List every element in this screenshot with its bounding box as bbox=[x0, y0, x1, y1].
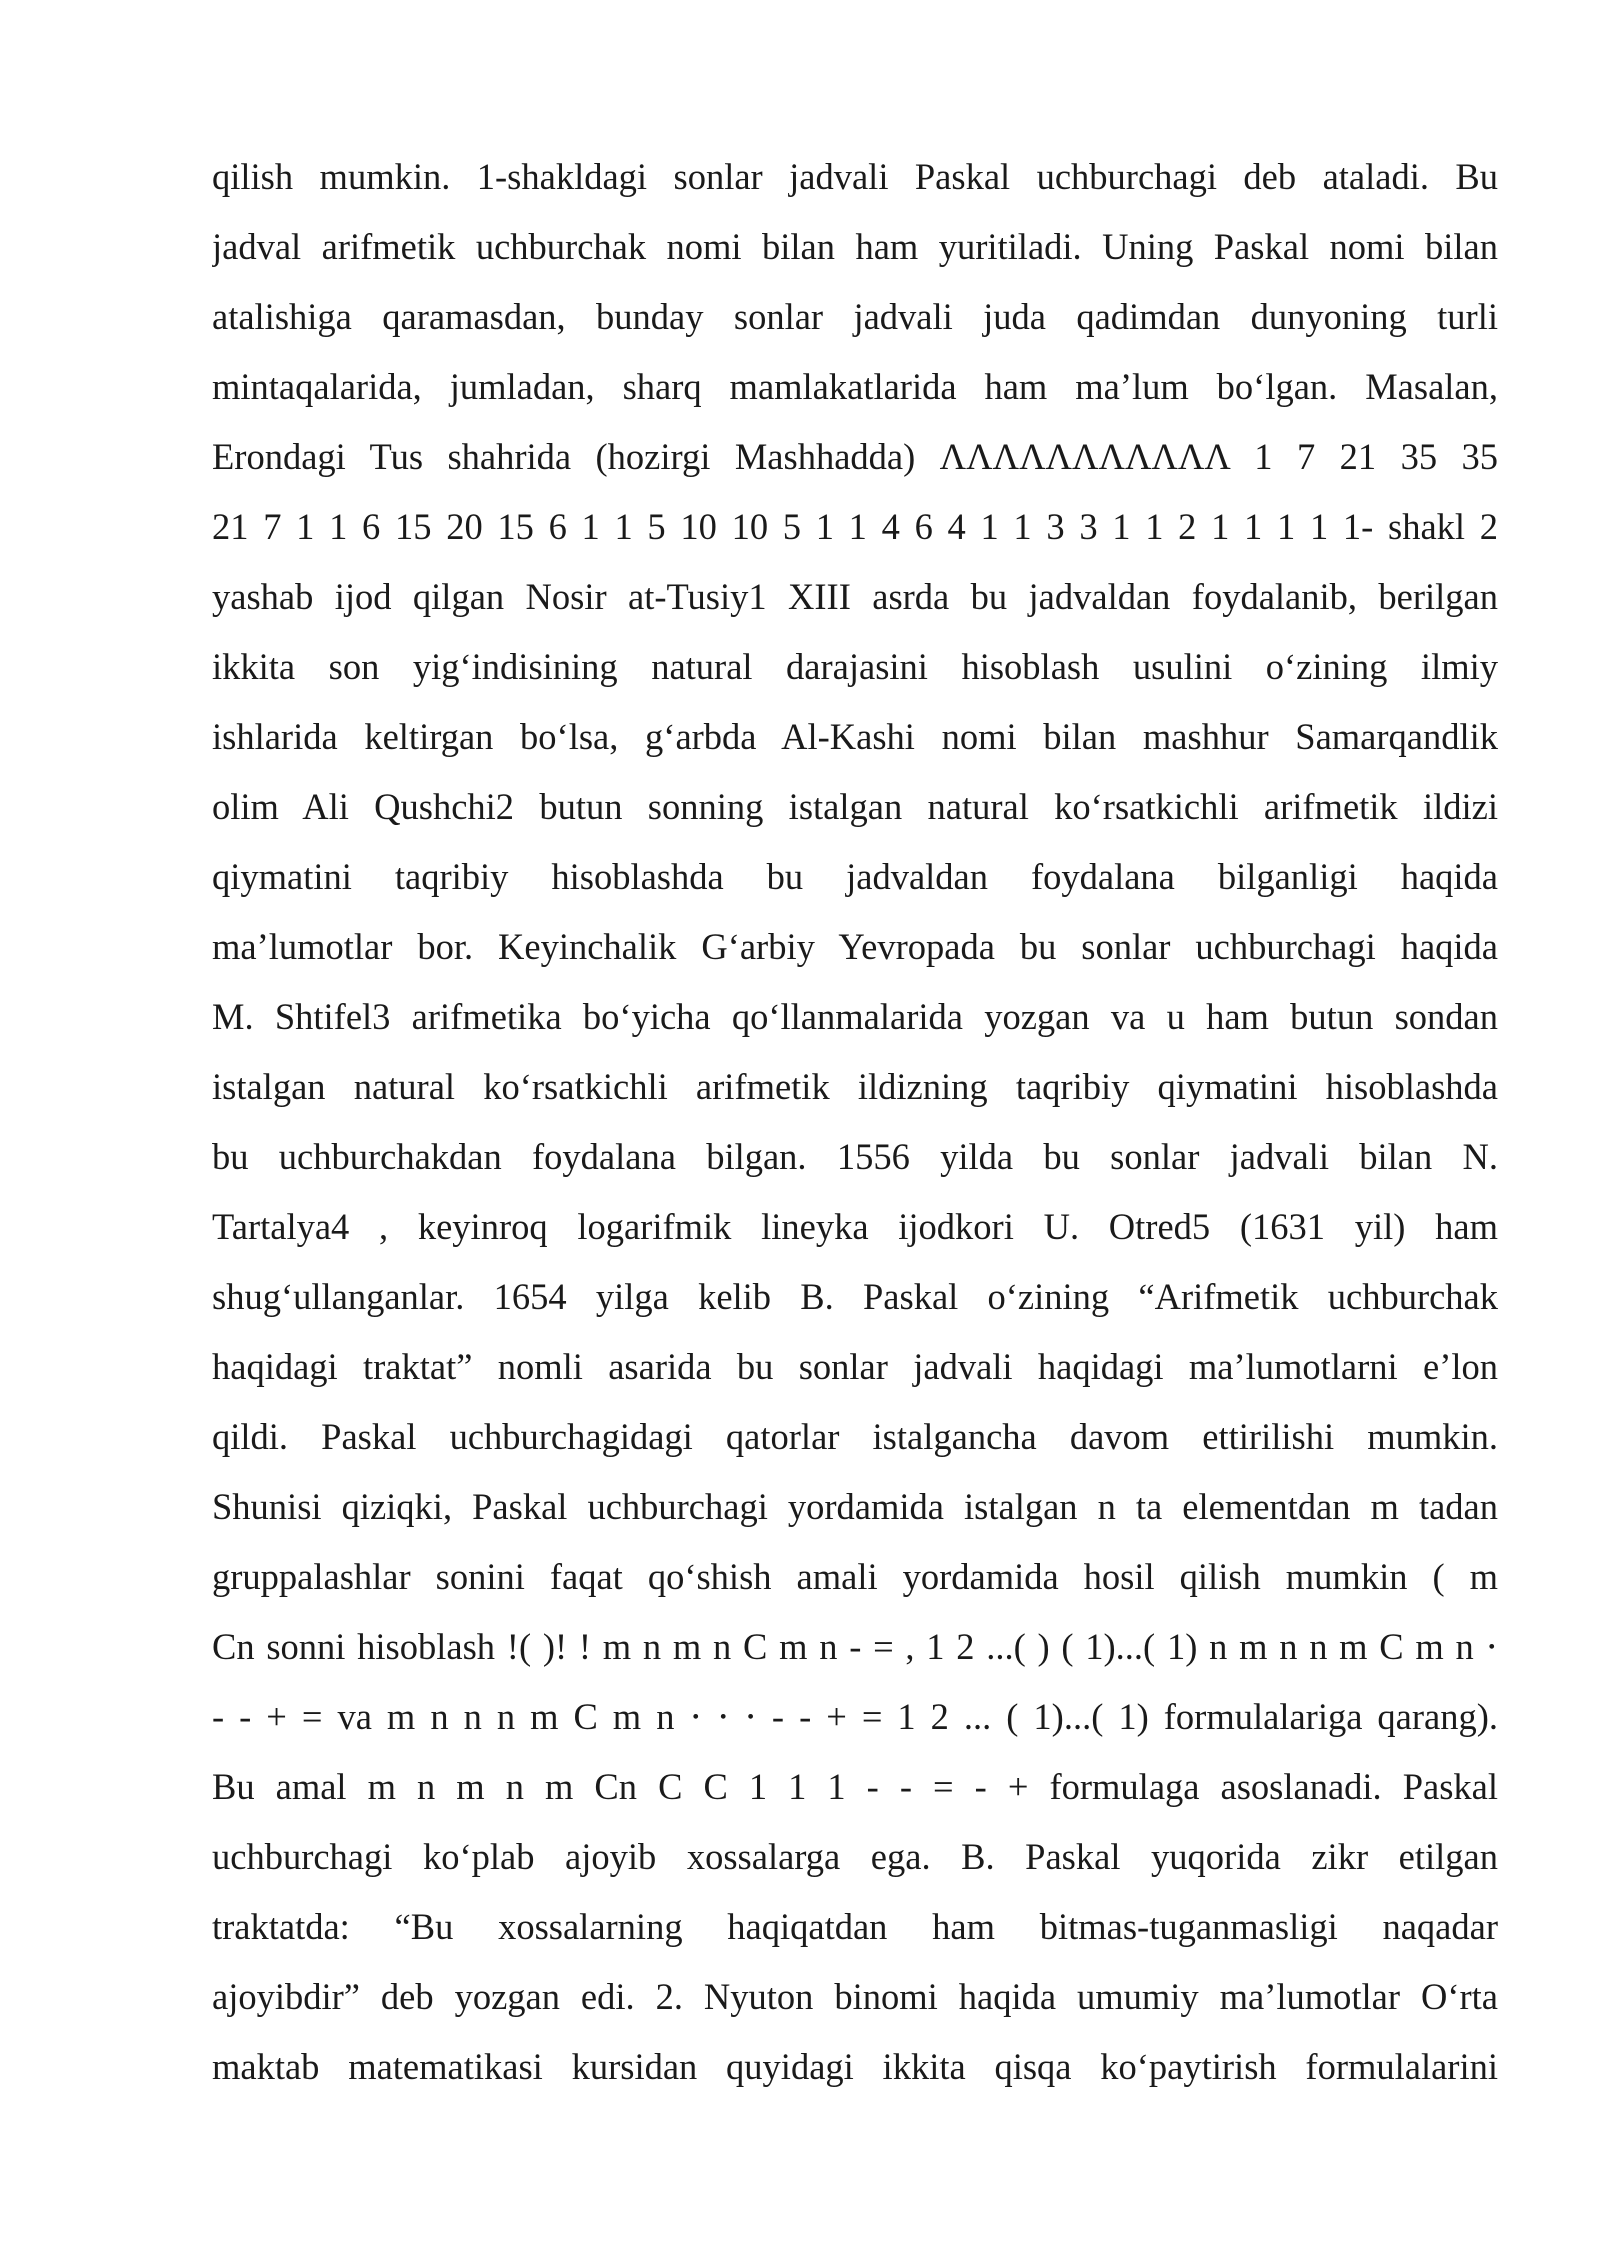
text-line: ma’lumotlar bor. Keyinchalik G‘arbiy Yevropada bu sonlar uchburchagi haqida bbox=[212, 926, 1498, 967]
text-line: Erondagi Tus shahrida (hozirgi Mashhadda) ΛΛΛΛΛΛΛΛΛΛΛ 1 7 21 35 35 bbox=[212, 436, 1498, 477]
text-line: M. Shtifel3 arifmetika bo‘yicha qo‘llanmalarida yozgan va u ham butun sondan bbox=[212, 996, 1498, 1037]
text-line: ajoyibdir” deb yozgan edi. 2. Nyuton binomi haqida umumiy ma’lumotlar O‘rta bbox=[212, 1976, 1498, 2017]
text-line: Cn sonni hisoblash !( )! ! m n m n C m n - = , 1 2 ...( ) ( 1)...( 1) n m n n m C m n ⋅ bbox=[212, 1626, 1498, 1667]
text-line: istalgan natural ko‘rsatkichli arifmetik ildizning taqribiy qiymatini hisoblashda bbox=[212, 1066, 1498, 1107]
text-line: ishlarida keltirgan bo‘lsa, g‘arbda Al-Kashi nomi bilan mashhur Samarqandlik bbox=[212, 716, 1498, 757]
text-line: uchburchagi ko‘plab ajoyib xossalarga ega. B. Paskal yuqorida zikr etilgan bbox=[212, 1836, 1498, 1877]
text-line: Tartalya4 , keyinroq logarifmik lineyka ijodkori U. Otred5 (1631 yil) ham bbox=[212, 1206, 1498, 1247]
text-line: jadval arifmetik uchburchak nomi bilan ham yuritiladi. Uning Paskal nomi bilan bbox=[212, 226, 1498, 267]
text-line: qilish mumkin. 1-shakldagi sonlar jadvali Paskal uchburchagi deb ataladi. Bu bbox=[212, 156, 1498, 197]
text-line: bu uchburchakdan foydalana bilgan. 1556 yilda bu sonlar jadvali bilan N. bbox=[212, 1136, 1498, 1177]
text-line: qildi. Paskal uchburchagidagi qatorlar istalgancha davom ettirilishi mumkin. bbox=[212, 1416, 1498, 1457]
text-line: Bu amal m n m n m Cn C C 1 1 1 - - = - + formulaga asoslanadi. Paskal bbox=[212, 1766, 1498, 1807]
text-line: atalishiga qaramasdan, bunday sonlar jadvali juda qadimdan dunyoning turli bbox=[212, 296, 1498, 337]
body-text bbox=[212, 142, 1498, 2102]
text-line: haqidagi traktat” nomli asarida bu sonlar jadvali haqidagi ma’lumotlarni e’lon bbox=[212, 1346, 1498, 1387]
text-line: shug‘ullanganlar. 1654 yilga kelib B. Paskal o‘zining “Arifmetik uchburchak bbox=[212, 1276, 1498, 1317]
text-line: olim Ali Qushchi2 butun sonning istalgan natural ko‘rsatkichli arifmetik ildizi bbox=[212, 786, 1498, 827]
text-line: maktab matematikasi kursidan quyidagi ikkita qisqa ko‘paytirish formulalarini bbox=[212, 2046, 1498, 2087]
text-line: qiymatini taqribiy hisoblashda bu jadvaldan foydalana bilganligi haqida bbox=[212, 856, 1498, 897]
text-line: yashab ijod qilgan Nosir at-Tusiy1 XIII asrda bu jadvaldan foydalanib, berilgan bbox=[212, 576, 1498, 617]
text-line: traktatda: “Bu xossalarning haqiqatdan ham bitmas-tuganmasligi naqadar bbox=[212, 1906, 1498, 1947]
text-line: ikkita son yig‘indisining natural darajasini hisoblash usulini o‘zining ilmiy bbox=[212, 646, 1498, 687]
text-line: Shunisi qiziqki, Paskal uchburchagi yordamida istalgan n ta elementdan m tadan bbox=[212, 1486, 1498, 1527]
text-line: gruppalashlar sonini faqat qo‘shish amali yordamida hosil qilish mumkin ( m bbox=[212, 1556, 1498, 1597]
text-line: 21 7 1 1 6 15 20 15 6 1 1 5 10 10 5 1 1 4 6 4 1 1 3 3 1 1 2 1 1 1 1 1- shakl 2 bbox=[212, 506, 1498, 547]
text-line: - - + = va m n n n m C m n ⋅ ⋅ ⋅ - - + = 1 2 ... ( 1)...( 1) formulalariga qarang). bbox=[212, 1696, 1498, 1737]
text-line: mintaqalarida, jumladan, sharq mamlakatlarida ham ma’lum bo‘lgan. Masalan, bbox=[212, 366, 1498, 407]
